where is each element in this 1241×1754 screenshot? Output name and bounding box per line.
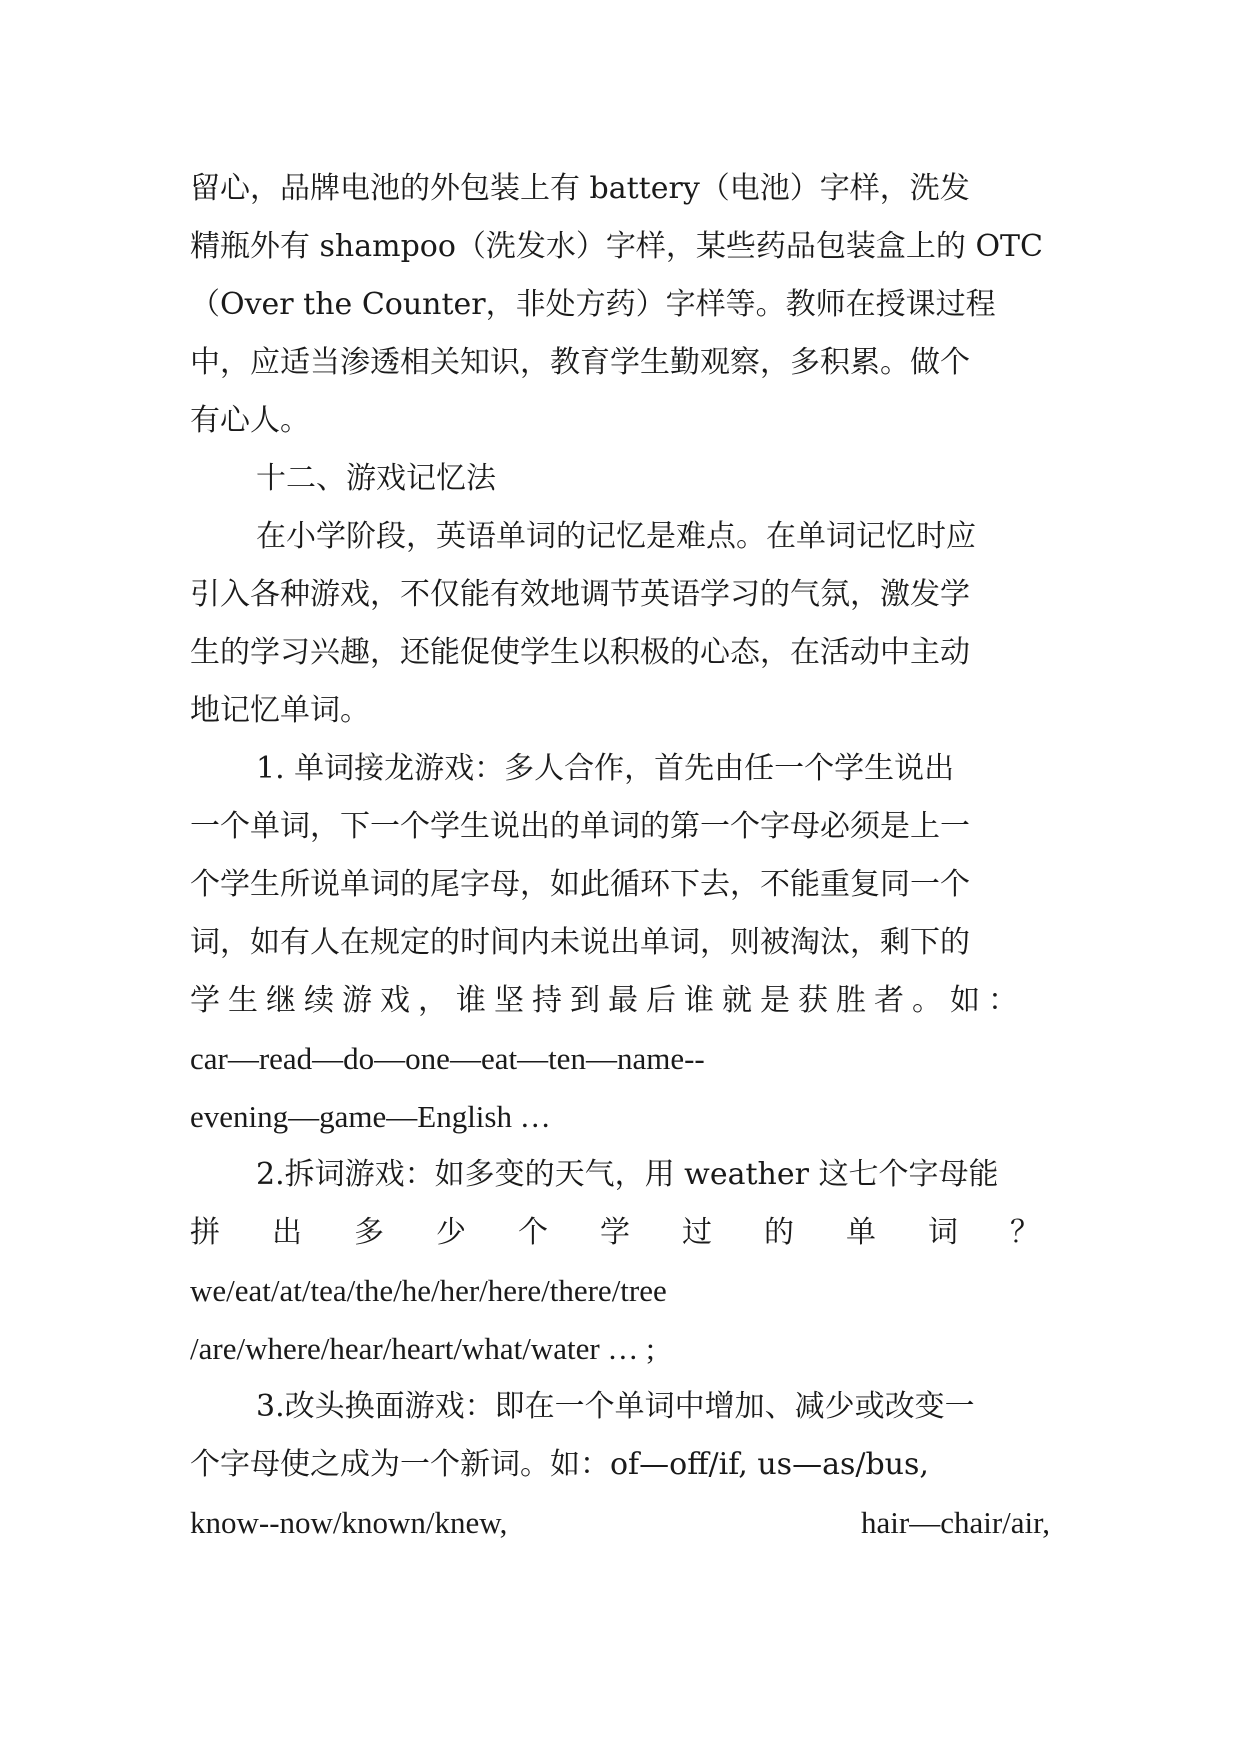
paragraph-line: 留心，品牌电池的外包装上有 battery（电池）字样，洗发 [190, 171, 970, 206]
paragraph-line: 有心人。 [190, 403, 310, 438]
paragraph-line: 拼出多少个学过的单词？ [190, 1215, 1092, 1250]
paragraph-line: 生的学习兴趣，还能促使学生以积极的心态，在活动中主动 [190, 635, 970, 670]
list-item-line: 1. 单词接龙游戏：多人合作，首先由任一个学生说出 [256, 751, 955, 786]
paragraph-line: 引入各种游戏，不仅能有效地调节英语学习的气氛，激发学 [190, 577, 970, 612]
paragraph-line: 一个单词，下一个学生说出的单词的第一个字母必须是上一 [190, 809, 970, 844]
document-page [190, 160, 1092, 1552]
section-heading: 十二、游戏记忆法 [256, 461, 496, 496]
list-item-line: 2.拆词游戏：如多变的天气，用 weather 这七个字母能 [256, 1157, 999, 1192]
word-chain-line: car—read—do—one—eat—ten—name-- [190, 1041, 705, 1076]
paragraph-line: 学生继续游戏，谁坚持到最后谁就是获胜者。如： [190, 983, 1026, 1018]
word-chain-line: evening—game—English … [190, 1099, 551, 1134]
line-right-part: hair—chair/air, [861, 1505, 1050, 1540]
paragraph-line: 个学生所说单词的尾字母，如此循环下去，不能重复同一个 [190, 867, 970, 902]
paragraph-line: 在小学阶段，英语单词的记忆是难点。在单词记忆时应 [256, 519, 976, 554]
list-item-line: 3.改头换面游戏：即在一个单词中增加、减少或改变一 [256, 1389, 975, 1424]
paragraph-line: 词，如有人在规定的时间内未说出单词，则被淘汰，剩下的 [190, 925, 970, 960]
paragraph-line-split [190, 1494, 1050, 1552]
word-list-line: we/eat/at/tea/the/he/her/here/there/tree [190, 1273, 667, 1308]
word-list-line: /are/where/hear/heart/what/water … ; [190, 1331, 655, 1366]
paragraph-line: 精瓶外有 shampoo（洗发水）字样，某些药品包装盒上的 OTC [190, 229, 1044, 264]
paragraph-line: 个字母使之成为一个新词。如：of—off/if, us—as/bus, [190, 1447, 929, 1482]
paragraph-line: （Over the Counter，非处方药）字样等。教师在授课过程 [190, 287, 996, 322]
paragraph-line: 地记忆单词。 [190, 693, 370, 728]
paragraph-line: 中，应适当渗透相关知识，教育学生勤观察，多积累。做个 [190, 345, 970, 380]
line-left-part: know--now/known/knew, [190, 1505, 508, 1540]
